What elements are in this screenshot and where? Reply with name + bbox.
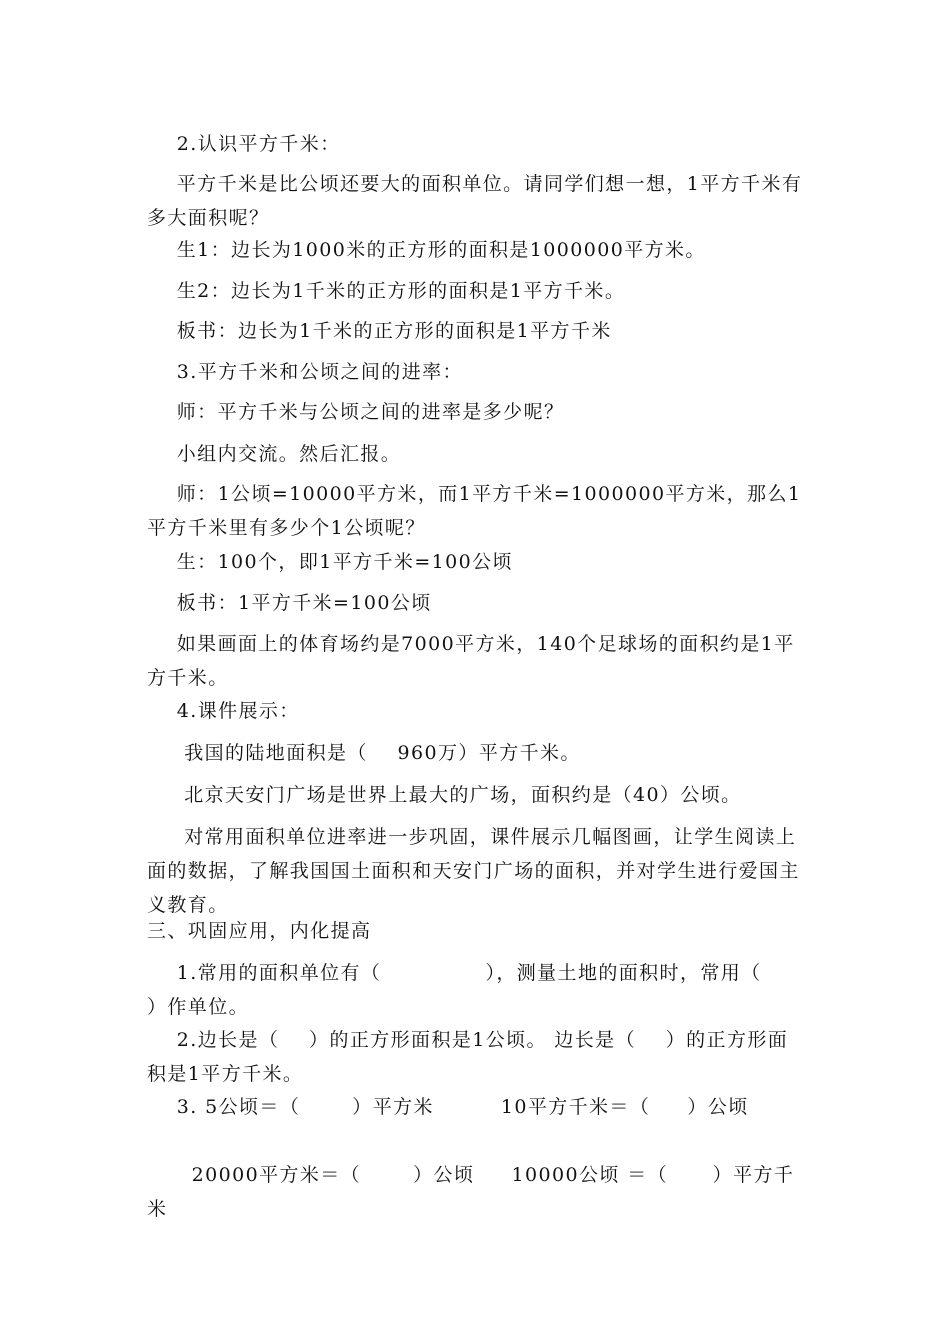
paragraph-board-note-2: 板书：1平方千米=100公顷 (147, 592, 432, 614)
paragraph-stadium-example: 如果画面上的体育场约是7000平方米，140个足球场的面积约是1平方千米。 (147, 633, 795, 689)
exercise-3-line-2: 20000平方米＝（ ）公顷 10000公顷 ＝（ ）平方千米 (147, 1164, 795, 1220)
exercise-2: 2.边长是（ ）的正方形面积是1公顷。 边长是（ ）的正方形面积是1平方千米。 (147, 1029, 789, 1085)
section-heading-3: 三、巩固应用，内化提高 (147, 920, 372, 942)
paragraph-board-note-1: 板书：边长为1千米的正方形的面积是1平方千米 (147, 320, 612, 342)
paragraph-intro-square-km: 平方千米是比公顷还要大的面积单位。请同学们想一想，1平方千米有多大面积呢？ (147, 173, 803, 229)
exercise-3-line-1: 3. 5公顷＝（ ）平方米 10平方千米＝（ ）公顷 (147, 1096, 749, 1118)
paragraph-group-discussion: 小组内交流。然后汇报。 (147, 443, 402, 465)
paragraph-land-area: 我国的陆地面积是（ 960万）平方千米。 (147, 742, 581, 764)
paragraph-tiananmen-square: 北京天安门广场是世界上最大的广场，面积约是（40）公顷。 (147, 784, 742, 806)
paragraph-teacher-question: 师：平方千米与公顷之间的进率是多少呢？ (147, 401, 565, 423)
paragraph-consolidation-note: 对常用面积单位进率进一步巩固，课件展示几幅图画，让学生阅读上面的数据，了解我国国土面积和天安门广场的面积，并对学生进行爱国主义教育。 (147, 826, 800, 916)
paragraph-teacher-explanation: 师：1公顷=10000平方米，而1平方千米=1000000平方米，那么1平方千米里有多少个1公顷呢？ (147, 483, 802, 539)
heading-conversion-rate: 3.平方千米和公顷之间的进率： (147, 361, 463, 383)
heading-courseware-display: 4.课件展示： (147, 700, 300, 722)
paragraph-student-2: 生2：边长为1千米的正方形的面积是1平方千米。 (147, 280, 626, 302)
paragraph-student-answer: 生：100个，即1平方千米=100公顷 (147, 551, 513, 573)
exercise-1: 1.常用的面积单位有（ ），测量土地的面积时，常用（ ）作单位。 (147, 962, 822, 1018)
heading-recognize-square-km: 2.认识平方千米： (147, 133, 341, 155)
paragraph-student-1: 生1：边长为1000米的正方形的面积是1000000平方米。 (147, 239, 706, 261)
